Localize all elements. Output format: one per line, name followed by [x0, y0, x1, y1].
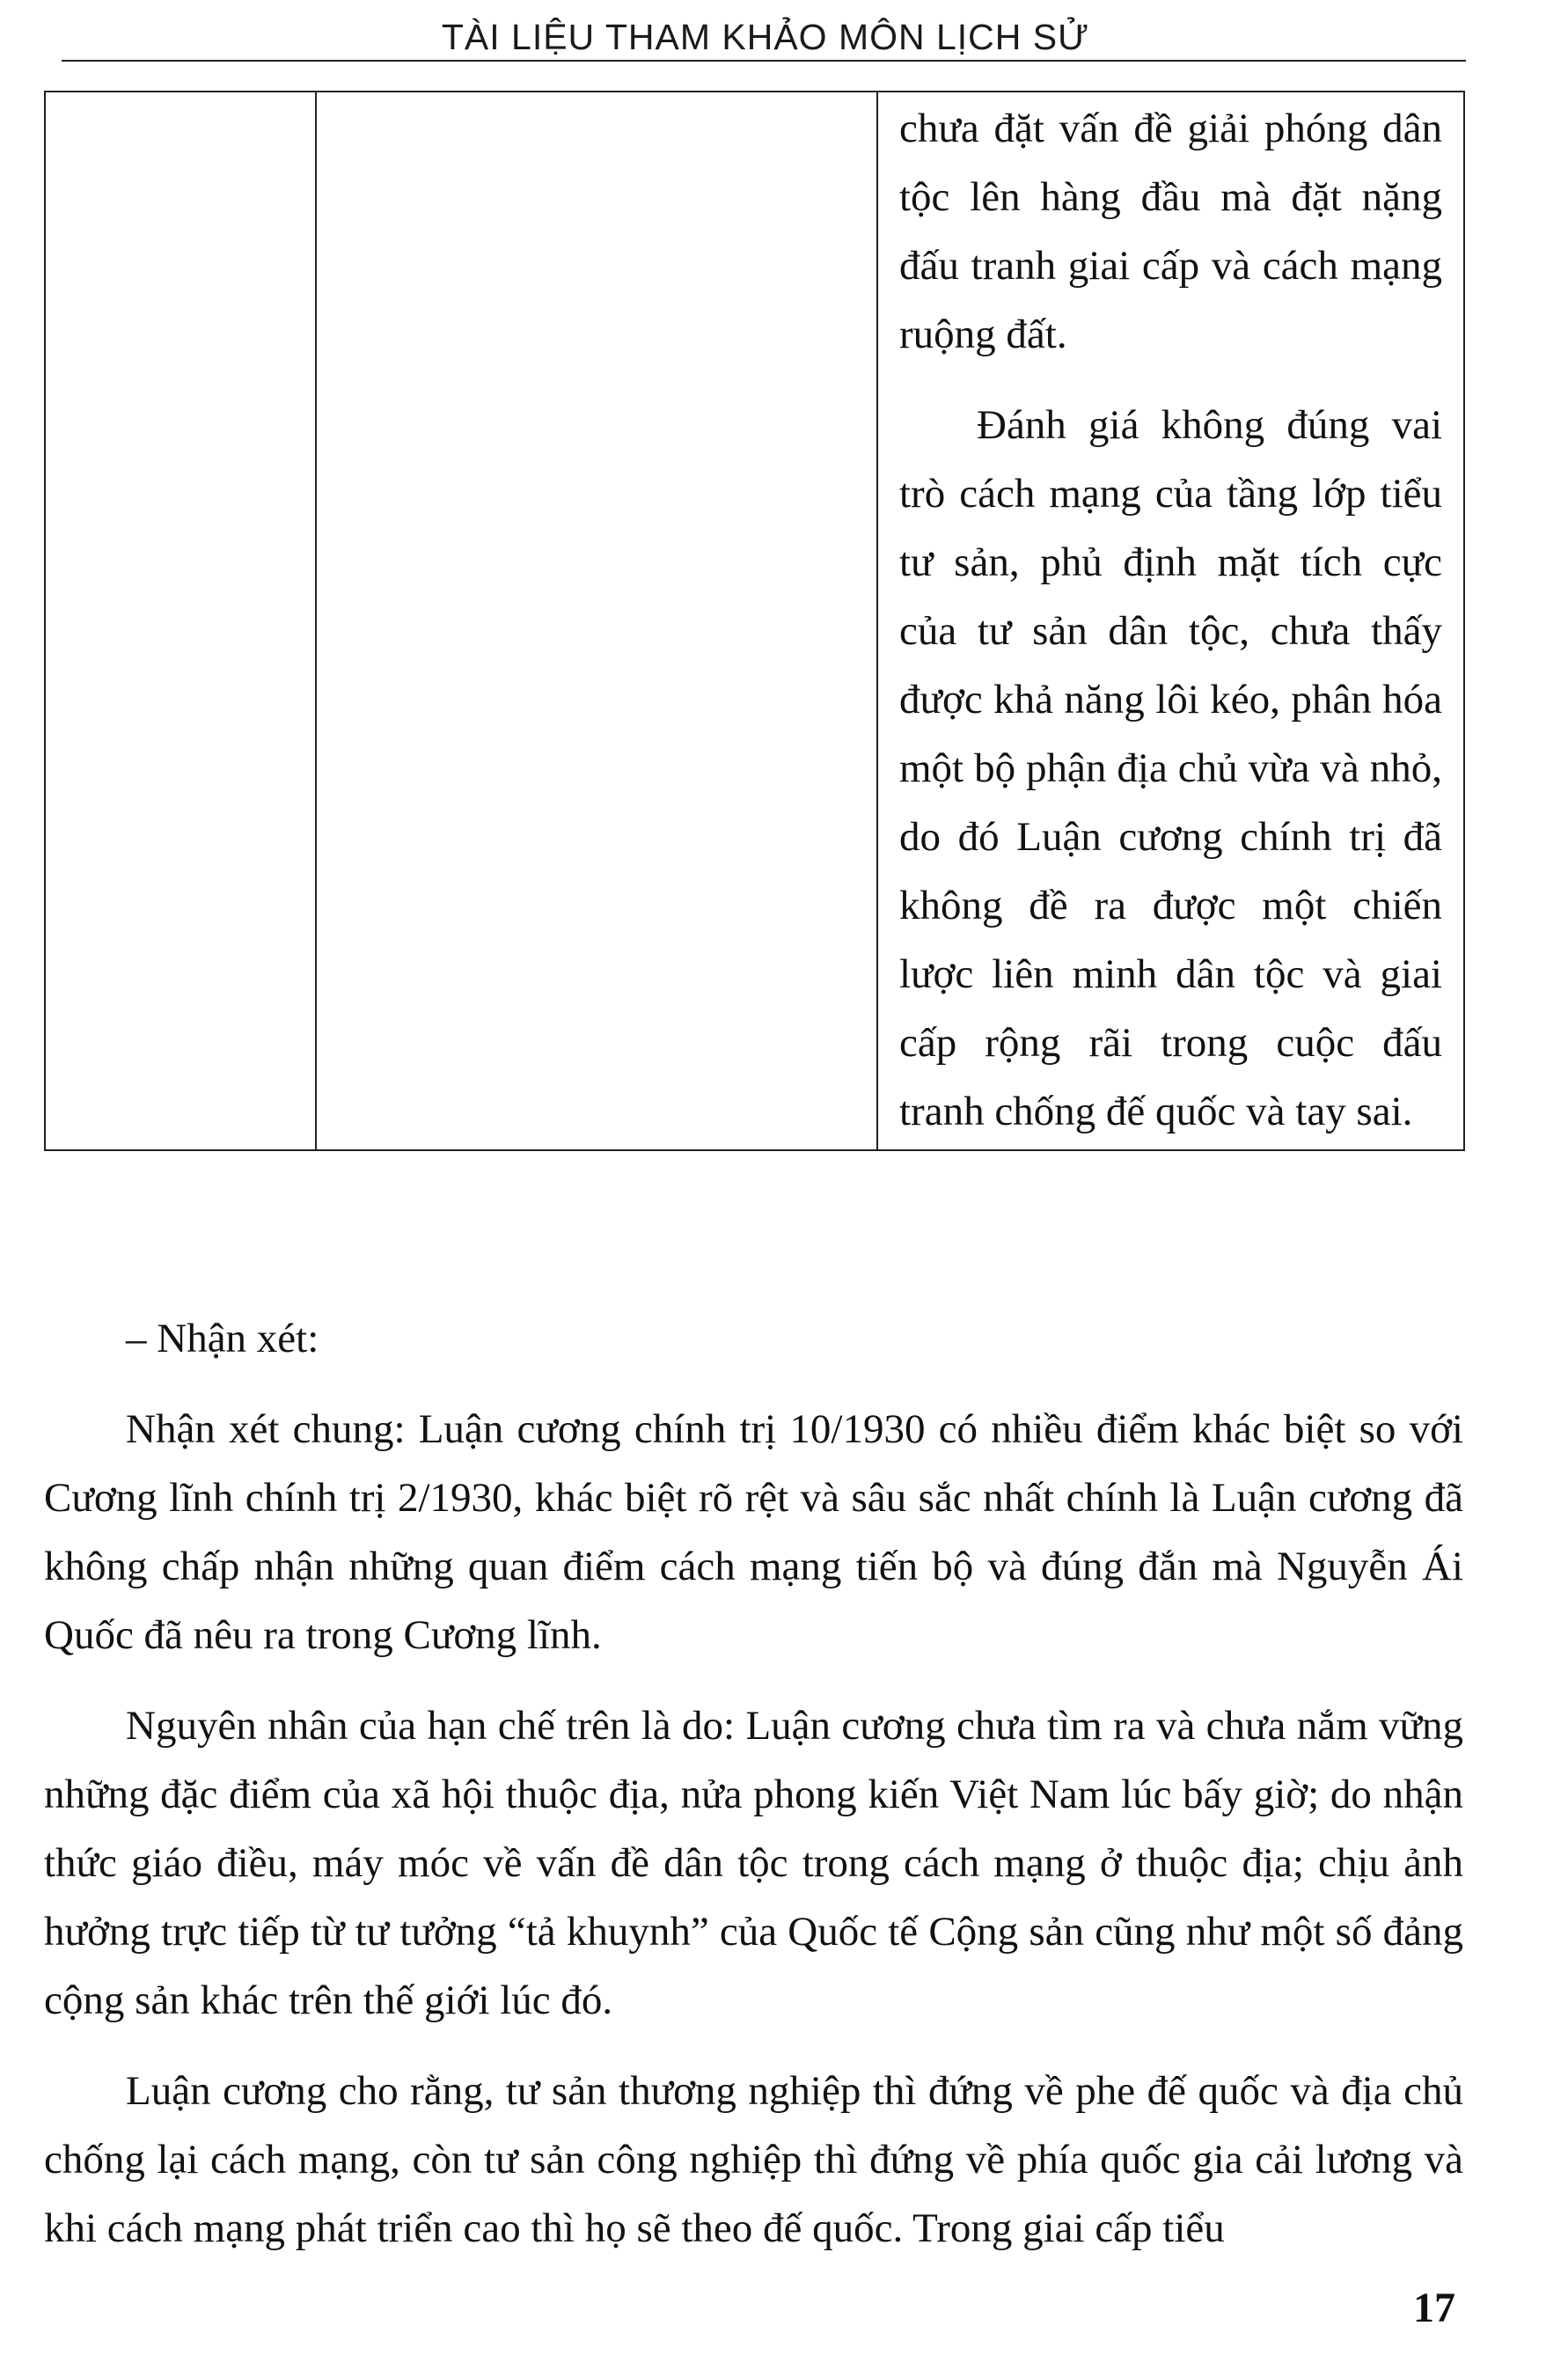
body-paragraph: Nhận xét chung: Luận cương chính trị 10/1930 có nhiều điểm khác biệt so với Cương lĩnh chính trị 2/1930, khác biệt rõ rệt và sâu sắc nhất chính là Luận cương đã không chấp nhận những quan điểm cách mạng tiến bộ và đúng đắn mà Nguyễn Ái Quốc đã nêu ra trong Cương lĩnh.: [44, 1406, 1463, 1658]
table-cell-col1: [45, 92, 316, 1150]
table-cell-col2: [316, 92, 877, 1150]
table-cell-paragraph: Đánh giá không đúng vai trò cách mạng của tầng lớp tiểu tư sản, phủ định mặt tích cực của tư sản dân tộc, chưa thấy được khả năng lôi kéo, phân hóa một bộ phận địa chủ vừa và nhỏ, do đó Luận cương chính trị đã không đề ra được một chiến lược liên minh dân tộc và giai cấp rộng rãi trong cuộc đấu tranh chống đế quốc và tay sai.: [899, 402, 1442, 1134]
body-paragraph: Nguyên nhân của hạn chế trên là do: Luận cương chưa tìm ra và chưa nắm vững những đặc điểm của xã hội thuộc địa, nửa phong kiến Việt Nam lúc bấy giờ; do nhận thức giáo điều, máy móc về vấn đề dân tộc trong cách mạng ở thuộc địa; chịu ảnh hưởng trực tiếp từ tư tưởng “tả khuynh” của Quốc tế Cộng sản cũng như một số đảng cộng sản khác trên thế giới lúc đó.: [44, 1703, 1463, 2023]
comparison-table-continuation: [44, 91, 1465, 1151]
body-text: [44, 1304, 1463, 2285]
page-number: 17: [1413, 2285, 1455, 2331]
body-paragraph: Luận cương cho rằng, tư sản thương nghiệp thì đứng về phe đế quốc và địa chủ chống lại cách mạng, còn tư sản công nghiệp thì đứng về phía quốc gia cải lương và khi cách mạng phát triển cao thì họ sẽ theo đế quốc. Trong giai cấp tiểu: [44, 2068, 1463, 2251]
table-row: [45, 92, 1464, 1150]
table-cell-col3: [877, 92, 1464, 1150]
running-header: TÀI LIỆU THAM KHẢO MÔN LỊCH SỬ: [441, 17, 1090, 57]
remark-label: – Nhận xét:: [126, 1316, 319, 1361]
table-cell-paragraph: chưa đặt vấn đề giải phóng dân tộc lên hàng đầu mà đặt nặng đấu tranh giai cấp và cách mạng ruộng đất.: [899, 106, 1442, 357]
header-rule: [62, 60, 1466, 62]
